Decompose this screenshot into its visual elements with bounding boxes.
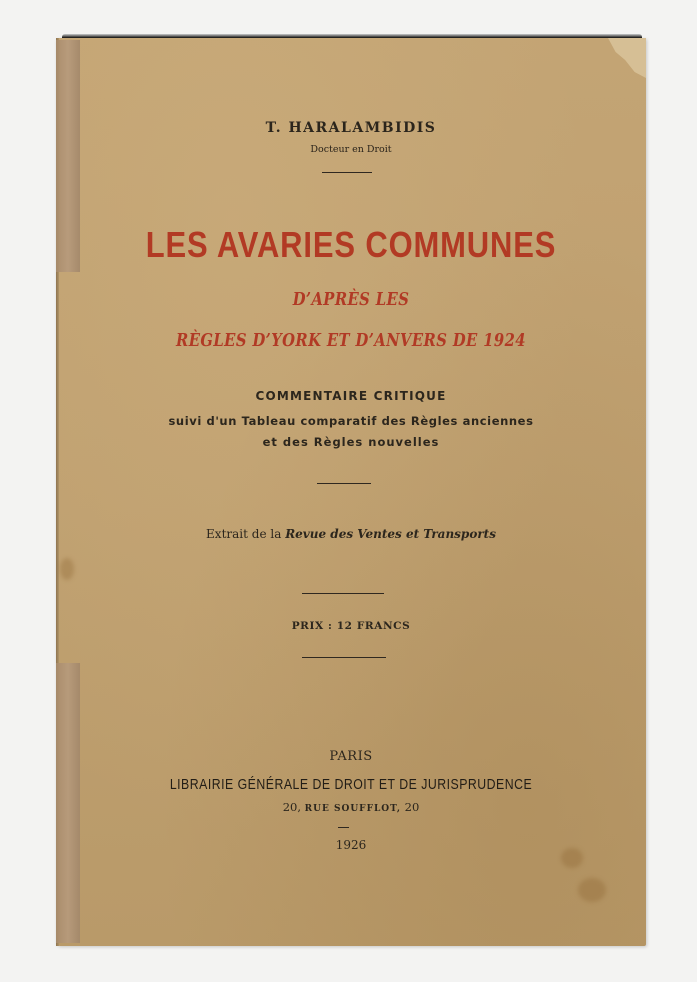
book-title: LES AVARIES COMMUNES: [145, 224, 557, 265]
divider-rule: [302, 657, 386, 658]
publication-year: 1926: [335, 838, 367, 852]
subtitle-line-2: RÈGLES D’YORK ET D’ANVERS DE 1924: [176, 330, 526, 351]
address-street: RUE SOUFFLOT,: [304, 804, 401, 814]
address-number: 20: [404, 800, 420, 814]
extract-prefix: Extrait de la: [206, 527, 282, 541]
price: PRIX : 12 FRANCS: [291, 620, 411, 632]
year-separator: [338, 827, 349, 828]
author-degree: Docteur en Droit: [310, 144, 392, 155]
publication-city: PARIS: [329, 749, 373, 764]
commentary-heading: COMMENTAIRE CRITIQUE: [255, 389, 447, 403]
address-number: 20,: [282, 800, 302, 814]
author-name: T. HARALAMBIDIS: [265, 120, 437, 136]
extract-note: [56, 527, 646, 541]
publisher-name: LIBRAIRIE GÉNÉRALE DE DROIT ET DE JURISPRUDENCE: [169, 776, 533, 793]
divider-rule: [317, 483, 371, 484]
journal-name: Revue des Ventes et Transports: [285, 527, 496, 541]
divider-rule: [302, 593, 384, 594]
divider-rule: [322, 172, 372, 173]
subtitle-line-1: D’APRÈS LES: [292, 289, 410, 310]
cover-text: [56, 38, 646, 946]
commentary-line-2: et des Règles nouvelles: [262, 435, 440, 449]
publisher-address: [56, 800, 646, 814]
commentary-line-1: suivi d'un Tableau comparatif des Règles anciennes: [168, 414, 534, 428]
